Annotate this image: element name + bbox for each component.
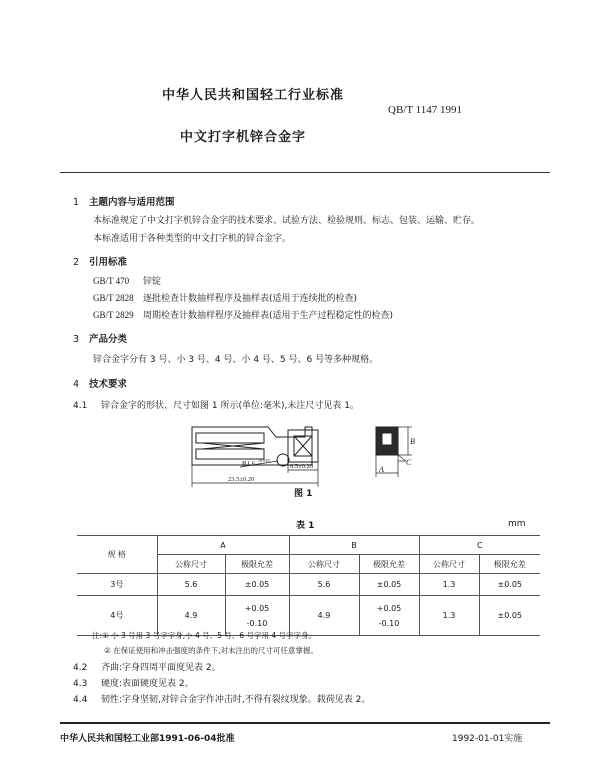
table-1-caption: 表 1 xyxy=(296,521,315,531)
table-row xyxy=(77,574,540,596)
table-1 xyxy=(77,535,540,636)
section-2-heading xyxy=(73,254,127,268)
table-header-group-b: B xyxy=(289,536,419,555)
cross-section-label-b: B xyxy=(410,437,415,446)
reference-code: GB/T 2828 xyxy=(93,293,134,303)
table-header-group-a: A xyxy=(157,536,289,555)
clause-4-4-text: 韧性:字身坚韧,对锌合金字作冲击时,不得有裂纹现象。载荷见表 2。 xyxy=(101,695,371,705)
effective-date: 1992-01-01实施 xyxy=(452,734,523,744)
clause-4-3-number: 4.3 xyxy=(73,679,88,689)
clause-4-2-text: 齐曲:字身四周平面度见表 2。 xyxy=(101,663,221,673)
clause-4-4-number: 4.4 xyxy=(73,695,88,705)
reference-code: GB/T 470 xyxy=(93,276,130,286)
section-1-heading xyxy=(73,194,175,208)
section-1-title: 主题内容与适用范围 xyxy=(89,197,175,208)
table-header-group-c: C xyxy=(419,536,540,555)
table-cell: 5.6 xyxy=(157,574,225,596)
tolerance-lower: -0.10 xyxy=(378,618,400,628)
table-cell-spec: 3号 xyxy=(77,574,157,596)
approval-statement: 中华人民共和国轻工业部1991-06-04批准 xyxy=(60,734,235,744)
tolerance-upper: +0.05 xyxy=(376,603,402,613)
table-1-unit: mm xyxy=(508,519,526,529)
tolerance-upper: +0.05 xyxy=(244,603,270,613)
table-header-row xyxy=(77,536,540,555)
clause-4-3 xyxy=(73,676,194,689)
cross-section-label-a: A xyxy=(379,465,384,474)
table-subheader-tolerance: 极限允差 xyxy=(225,555,289,574)
reference-item xyxy=(93,308,393,321)
table-subheader-tolerance: 极限允差 xyxy=(359,555,419,574)
table-subheader-nominal: 公称尺寸 xyxy=(157,555,225,574)
dimension-radius-tolerance: +0.05/0 xyxy=(258,458,271,463)
table-header-spec: 规 格 xyxy=(77,536,157,574)
cross-section-label-c: C xyxy=(406,458,412,467)
table-subheader-nominal: 公称尺寸 xyxy=(419,555,479,574)
clause-4-2-number: 4.2 xyxy=(73,663,88,673)
reference-item xyxy=(93,291,357,304)
reference-text: 逐批检查计数抽样程序及抽样表(适用于连续批的检查) xyxy=(143,294,358,304)
clause-4-4 xyxy=(73,692,370,705)
section-4-title: 技术要求 xyxy=(89,379,128,390)
section-3-heading xyxy=(73,331,127,345)
table-subheader-tolerance: 极限允差 xyxy=(479,555,540,574)
table-cell: ±0.05 xyxy=(479,596,540,636)
dimension-length-1: 6.5±0.20 xyxy=(290,463,314,470)
section-1-paragraph-1: 本标准规定了中文打字机锌合金字的技术要求、试验方法、检验规则、标志、包装、运输、贮存。 xyxy=(93,216,481,226)
table-cell: 1.3 xyxy=(419,574,479,596)
standard-code: QB/T 1147 1991 xyxy=(388,104,462,116)
table-cell-spec: 4号 xyxy=(77,596,157,636)
clause-4-1-number: 4.1 xyxy=(73,401,88,411)
header-divider xyxy=(60,172,550,173)
reference-item xyxy=(93,274,161,287)
table-note-1: 注:① 小 3 号用 3 号字字身,小 4 号、5 号、6 号字用 4 号字字身。 xyxy=(92,631,316,640)
section-4-heading xyxy=(73,376,127,390)
table-cell-tolerance-pair xyxy=(359,596,419,636)
reference-code: GB/T 2829 xyxy=(93,310,134,320)
figure-1-caption: 图 1 xyxy=(294,489,313,499)
section-4-number: 4 xyxy=(73,379,80,390)
footer-divider xyxy=(60,722,550,724)
dimension-length-2: 23.5±0.20 xyxy=(228,476,255,483)
table-cell: 4.9 xyxy=(289,596,359,636)
table-subheader-nominal: 公称尺寸 xyxy=(289,555,359,574)
clause-4-1-text: 锌合金字的形状、尺寸如图 1 所示(单位:毫米),未注尺寸见表 1。 xyxy=(101,401,359,411)
section-3-paragraph: 锌合金字分有 3 号、小 3 号、4 号、小 4 号、5 号、6 号等多种规格。 xyxy=(93,355,379,365)
section-2-number: 2 xyxy=(73,257,80,268)
table-cell: ±0.05 xyxy=(225,574,289,596)
table-cell: ±0.05 xyxy=(359,574,419,596)
section-3-number: 3 xyxy=(73,334,80,345)
clause-4-1 xyxy=(73,398,359,411)
issuing-organization: 中华人民共和国轻工行业标准 xyxy=(162,88,345,103)
section-2-title: 引用标准 xyxy=(89,257,128,268)
clause-4-2 xyxy=(73,660,221,673)
section-1-paragraph-2: 本标准适用于各种类型的中文打字机的锌合金字。 xyxy=(93,234,292,244)
table-cell: 1.3 xyxy=(419,596,479,636)
reference-text: 周期检查计数抽样程序及抽样表(适用于生产过程稳定性的检查) xyxy=(143,311,394,321)
tolerance-lower: -0.10 xyxy=(246,618,268,628)
reference-text: 锌锭 xyxy=(143,277,162,287)
table-cell: 4.9 xyxy=(157,596,225,636)
table-cell: 5.6 xyxy=(289,574,359,596)
document-title: 中文打字机锌合金字 xyxy=(180,130,307,145)
dimension-radius: R1.6 xyxy=(242,460,256,468)
section-3-title: 产品分类 xyxy=(89,334,128,345)
clause-4-3-text: 硬度:表面硬度见表 2。 xyxy=(101,679,194,689)
section-1-number: 1 xyxy=(73,197,80,208)
table-note-2: ② 在保证使用和冲击强度的条件下,对未注出的尺寸可任意掌握。 xyxy=(104,646,318,655)
table-cell: ±0.05 xyxy=(479,574,540,596)
